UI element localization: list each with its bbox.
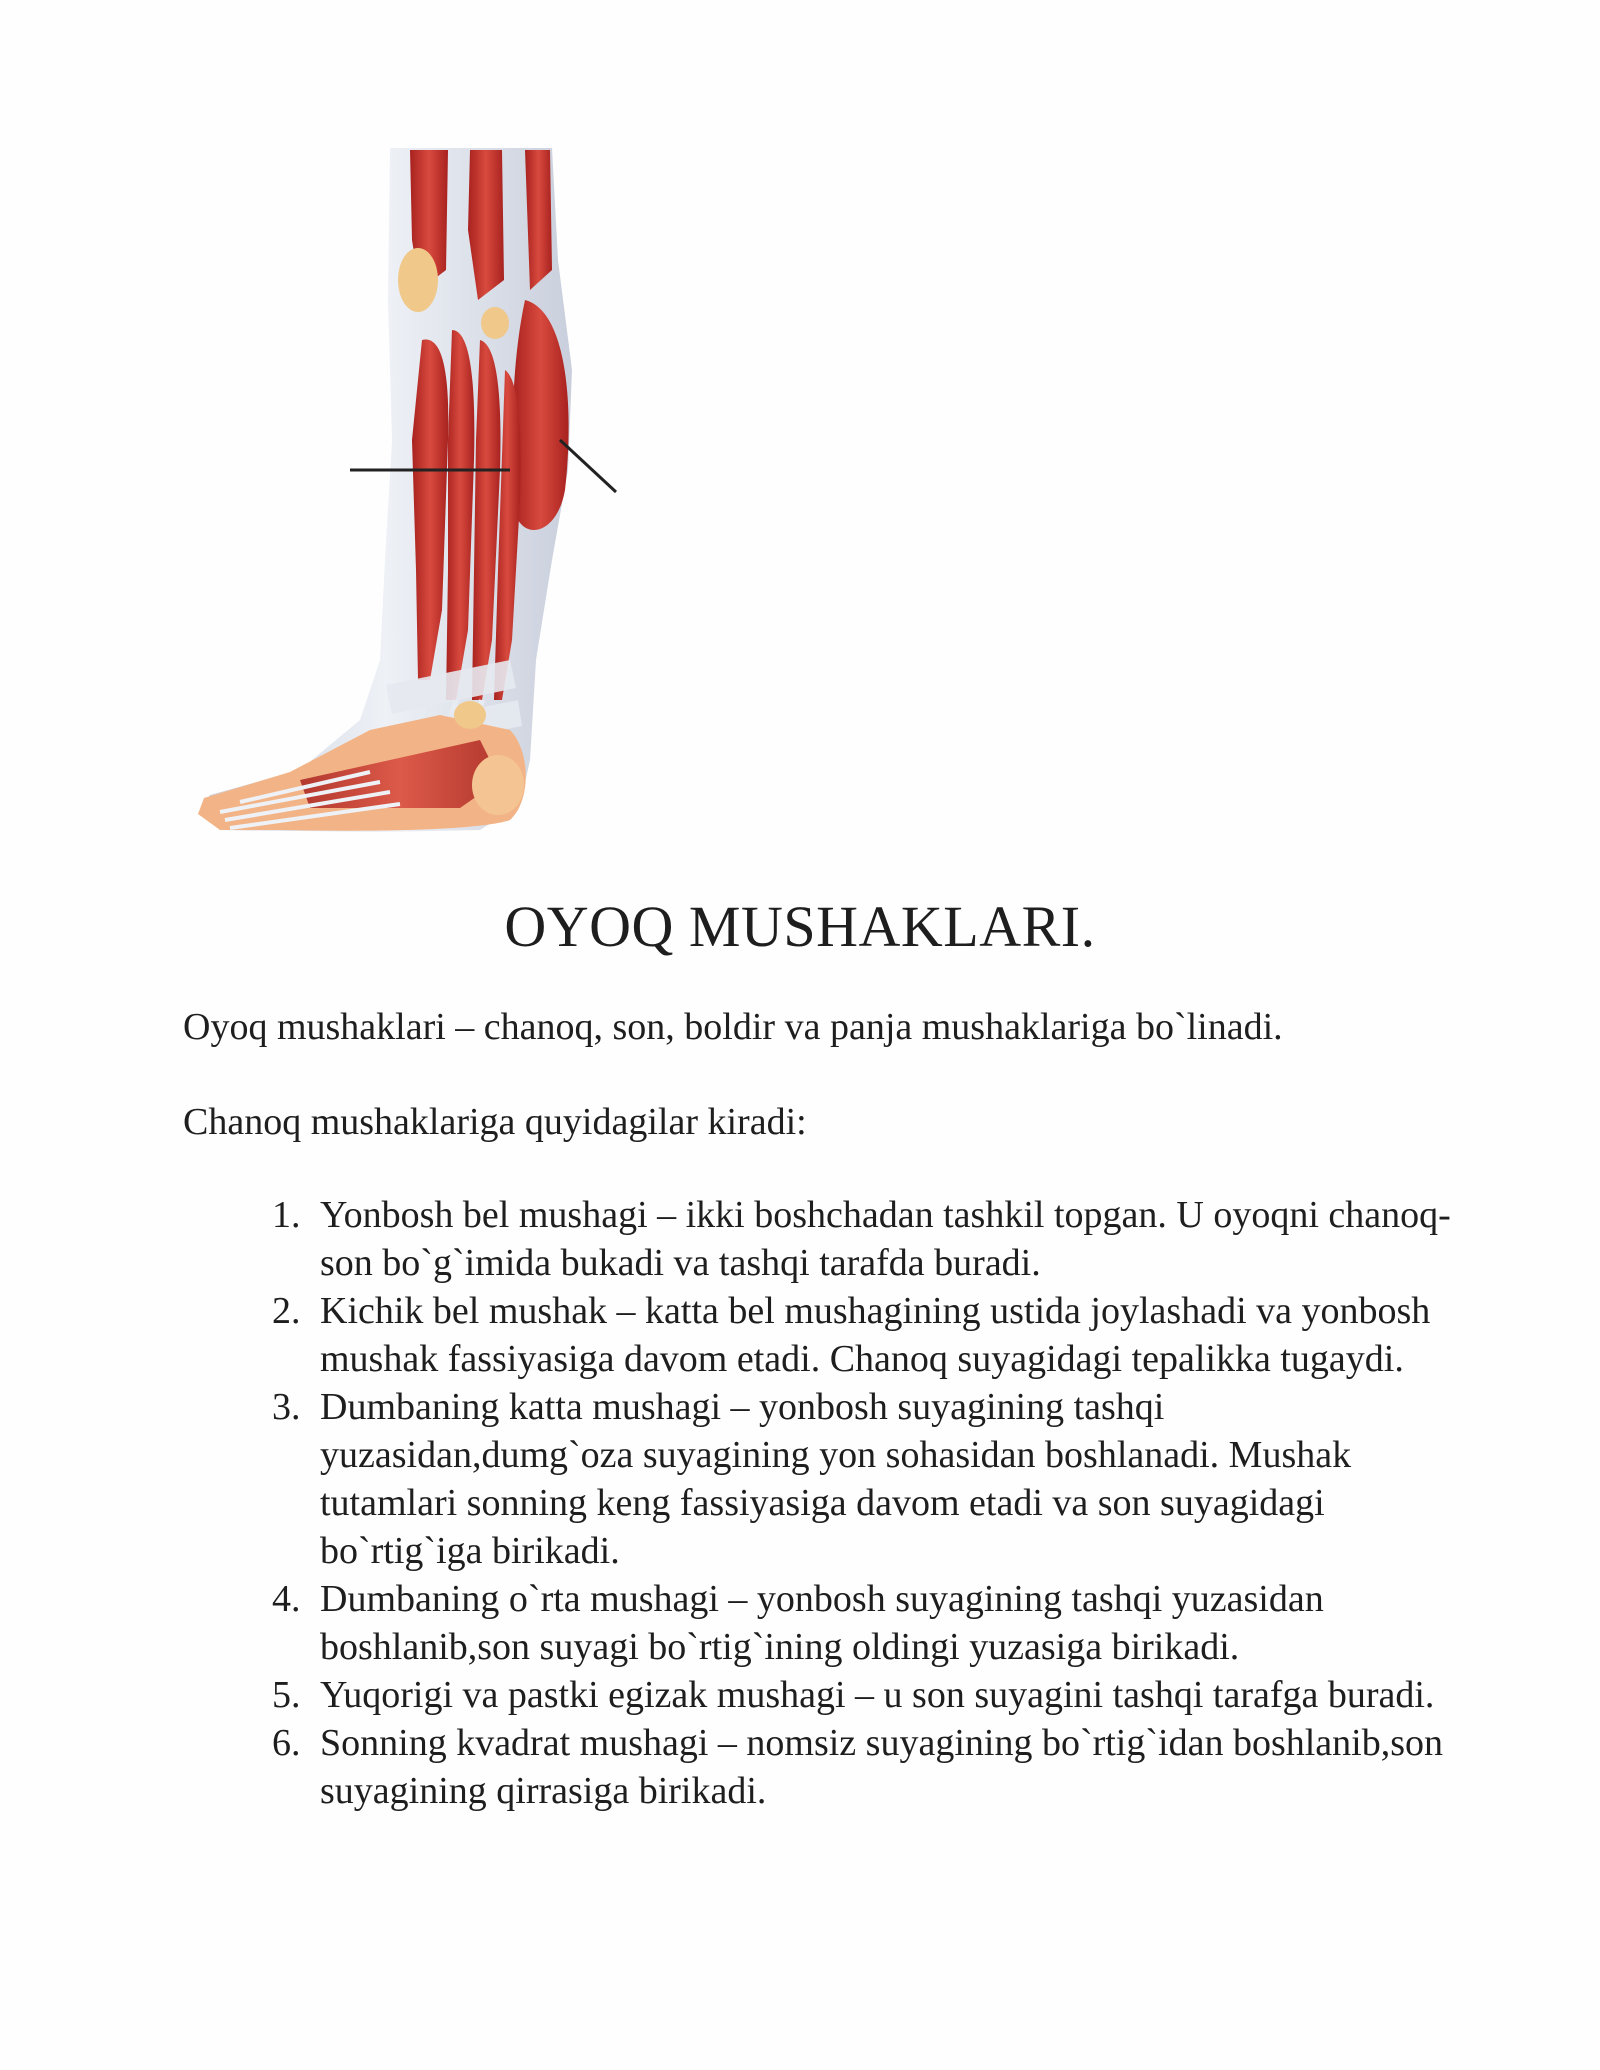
leg-muscles-figure — [180, 140, 640, 860]
list-item-number: 6. — [272, 1722, 301, 1764]
list-item-text: Dumbaning katta mushagi – yonbosh suyagining tashqi yuzasidan,dumg`oza suyagining yon sohasidan boshlanadi. Mushak tutamlari sonning keng fassiyasiga davom etadi va son suyagidagi bo`rtig`iga birikadi. — [320, 1386, 1352, 1572]
list-item — [262, 1191, 1462, 1287]
list-item-text: Kichik bel mushak – katta bel mushagining ustida joylashadi va yonbosh mushak fassiyasiga davom etadi. Chanoq suyagidagi tepalikka tugaydi. — [320, 1290, 1431, 1380]
list-heading: Chanoq mushaklariga quyidagilar kiradi: — [183, 1101, 807, 1143]
leg-muscles-illustration — [180, 140, 640, 860]
list-item-text: Yuqorigi va pastki egizak mushagi – u son suyagini tashqi tarafga buradi. — [320, 1674, 1435, 1716]
list-item — [262, 1383, 1462, 1575]
list-item-number: 2. — [272, 1290, 301, 1332]
list-item-text: Dumbaning o`rta mushagi – yonbosh suyagining tashqi yuzasidan boshlanib,son suyagi bo`rtig`ining oldingi yuzasiga birikadi. — [320, 1578, 1324, 1668]
list-item-number: 4. — [272, 1578, 301, 1620]
list-item-text: Yonbosh bel mushagi – ikki boshchadan tashkil topgan. U oyoqni chanoq-son bo`g`imida bukadi va tashqi tarafda buradi. — [320, 1194, 1451, 1284]
list-item — [262, 1719, 1462, 1815]
page-title: OYOQ MUSHAKLARI. — [504, 894, 1096, 959]
list-item-text: Sonning kvadrat mushagi – nomsiz suyagining bo`rtig`idan boshlanib,son suyagining qirrasiga birikadi. — [320, 1722, 1444, 1812]
list-item — [262, 1287, 1462, 1383]
muscle-list — [262, 1191, 1462, 1815]
intro-paragraph: Oyoq mushaklari – chanoq, son, boldir va panja mushaklariga bo`linadi. — [183, 1006, 1283, 1048]
list-item-number: 3. — [272, 1386, 301, 1428]
list-item-number: 5. — [272, 1674, 301, 1716]
list-item — [262, 1575, 1462, 1671]
list-item-number: 1. — [272, 1194, 301, 1236]
list-item — [262, 1671, 1462, 1719]
